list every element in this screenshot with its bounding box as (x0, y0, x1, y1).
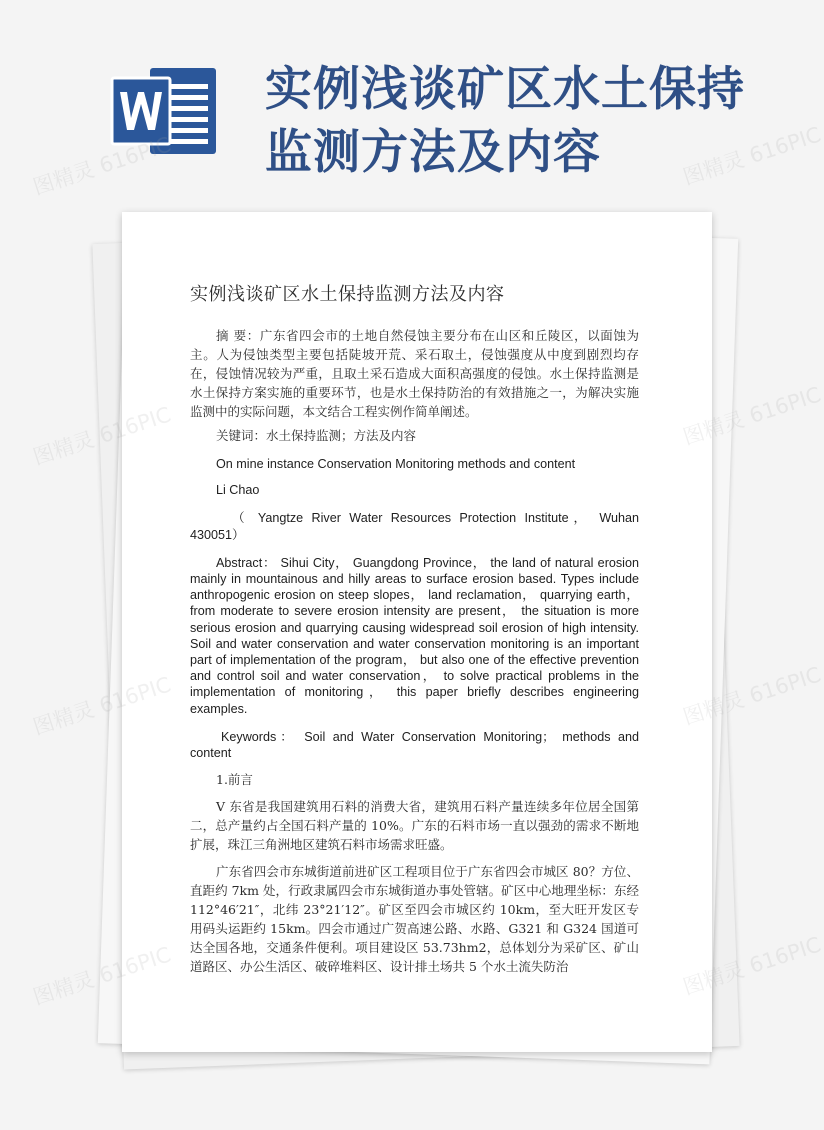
affiliation: （ Yangtze River Water Resources Protection Institute， Wuhan 430051） (190, 511, 639, 542)
word-document-icon (110, 62, 222, 160)
page-title: 实例浅谈矿区水土保持监测方法及内容 (265, 62, 745, 180)
section-heading: 1.前言 (216, 772, 253, 788)
document-title: 实例浅谈矿区水土保持监测方法及内容 (190, 284, 505, 305)
keywords-cn: 关键词：水土保持监测；方法及内容 (216, 428, 417, 443)
abstract-en: Abstract： Sihui City， Guangdong Province， the land of natural erosion mainly in mountainous and hilly areas to surface erosion based. Types include anthropogenic erosion on steep slopes， land reclamation， quarrying earth， from moderate to severe erosion intensity are present， the situation is more serious erosion and quarrying causing widespread soil erosion of high intensity. Soil and water conservation and water conservation monitoring is an important part of implementation of the program， but also one of the effective prevention and control soil and water conservation， to solve practical problems in the implementation of monitoring， this paper briefly describes engineering examples. (190, 555, 639, 716)
body-paragraph: 广东省四会市东城街道前进矿区工程项目位于广东省四会市城区 80？方位、直距约 7km 处，行政隶属四会市东城街道办事处管辖。矿区中心地理坐标：东经 112°46′21″，北纬 23°21′12″。矿区至四会市城区约 10km，至大旺开发区专用码头运距约 15km。四会市通过广贺高速公路、水路、G321 和 G324 国道可达全国各地，交通条件便利。项目建设区 53.73hm2，总体划分为采矿区、矿山道路区、办公生活区、破碎堆料区、设计排土场共 5 个水土流失防治 (190, 864, 639, 975)
header-banner (0, 0, 800, 200)
abstract-cn: 摘 要：广东省四会市的土地自然侵蚀主要分布在山区和丘陵区，以面蚀为主。人为侵蚀类型主要包括陡坡开荒、采石取土，侵蚀强度从中度到剧烈均存在，侵蚀情况较为严重，且取土采石造成大面积高强度的侵蚀。水土保持监测是水土保持方案实施的重要环节，也是水土保持防治的有效措施之一，为解决实施监测中的实际问题，本文结合工程实例作简单阐述。 (190, 328, 639, 419)
document-content (190, 282, 639, 976)
body-paragraph: V 东省是我国建筑用石料的消费大省，建筑用石料产量连续多年位居全国第二，总产量约占全国石料产量的 10%。广东的石料市场一直以强劲的需求不断地扩展，珠江三角洲地区建筑石料市场需求旺盛。 (190, 799, 639, 853)
title-en: On mine instance Conservation Monitoring methods and content (216, 457, 576, 471)
watermark: 图精灵 616PIC (680, 382, 824, 450)
watermark: 图精灵 (30, 427, 98, 470)
watermark: 图精灵 616PIC (680, 122, 824, 190)
author: Li Chao (216, 483, 260, 498)
watermark: 图精灵 616PIC (680, 932, 824, 1000)
document-page (122, 212, 712, 1052)
watermark: 图精灵 616PIC (30, 132, 174, 200)
watermark: 图精灵 616PIC (30, 672, 174, 740)
watermark: 图精灵 (30, 967, 98, 1010)
keywords-en: Keywords： Soil and Water Conservation Monitoring； methods and content (190, 729, 639, 761)
watermark: 图精灵 616PIC (680, 662, 824, 730)
